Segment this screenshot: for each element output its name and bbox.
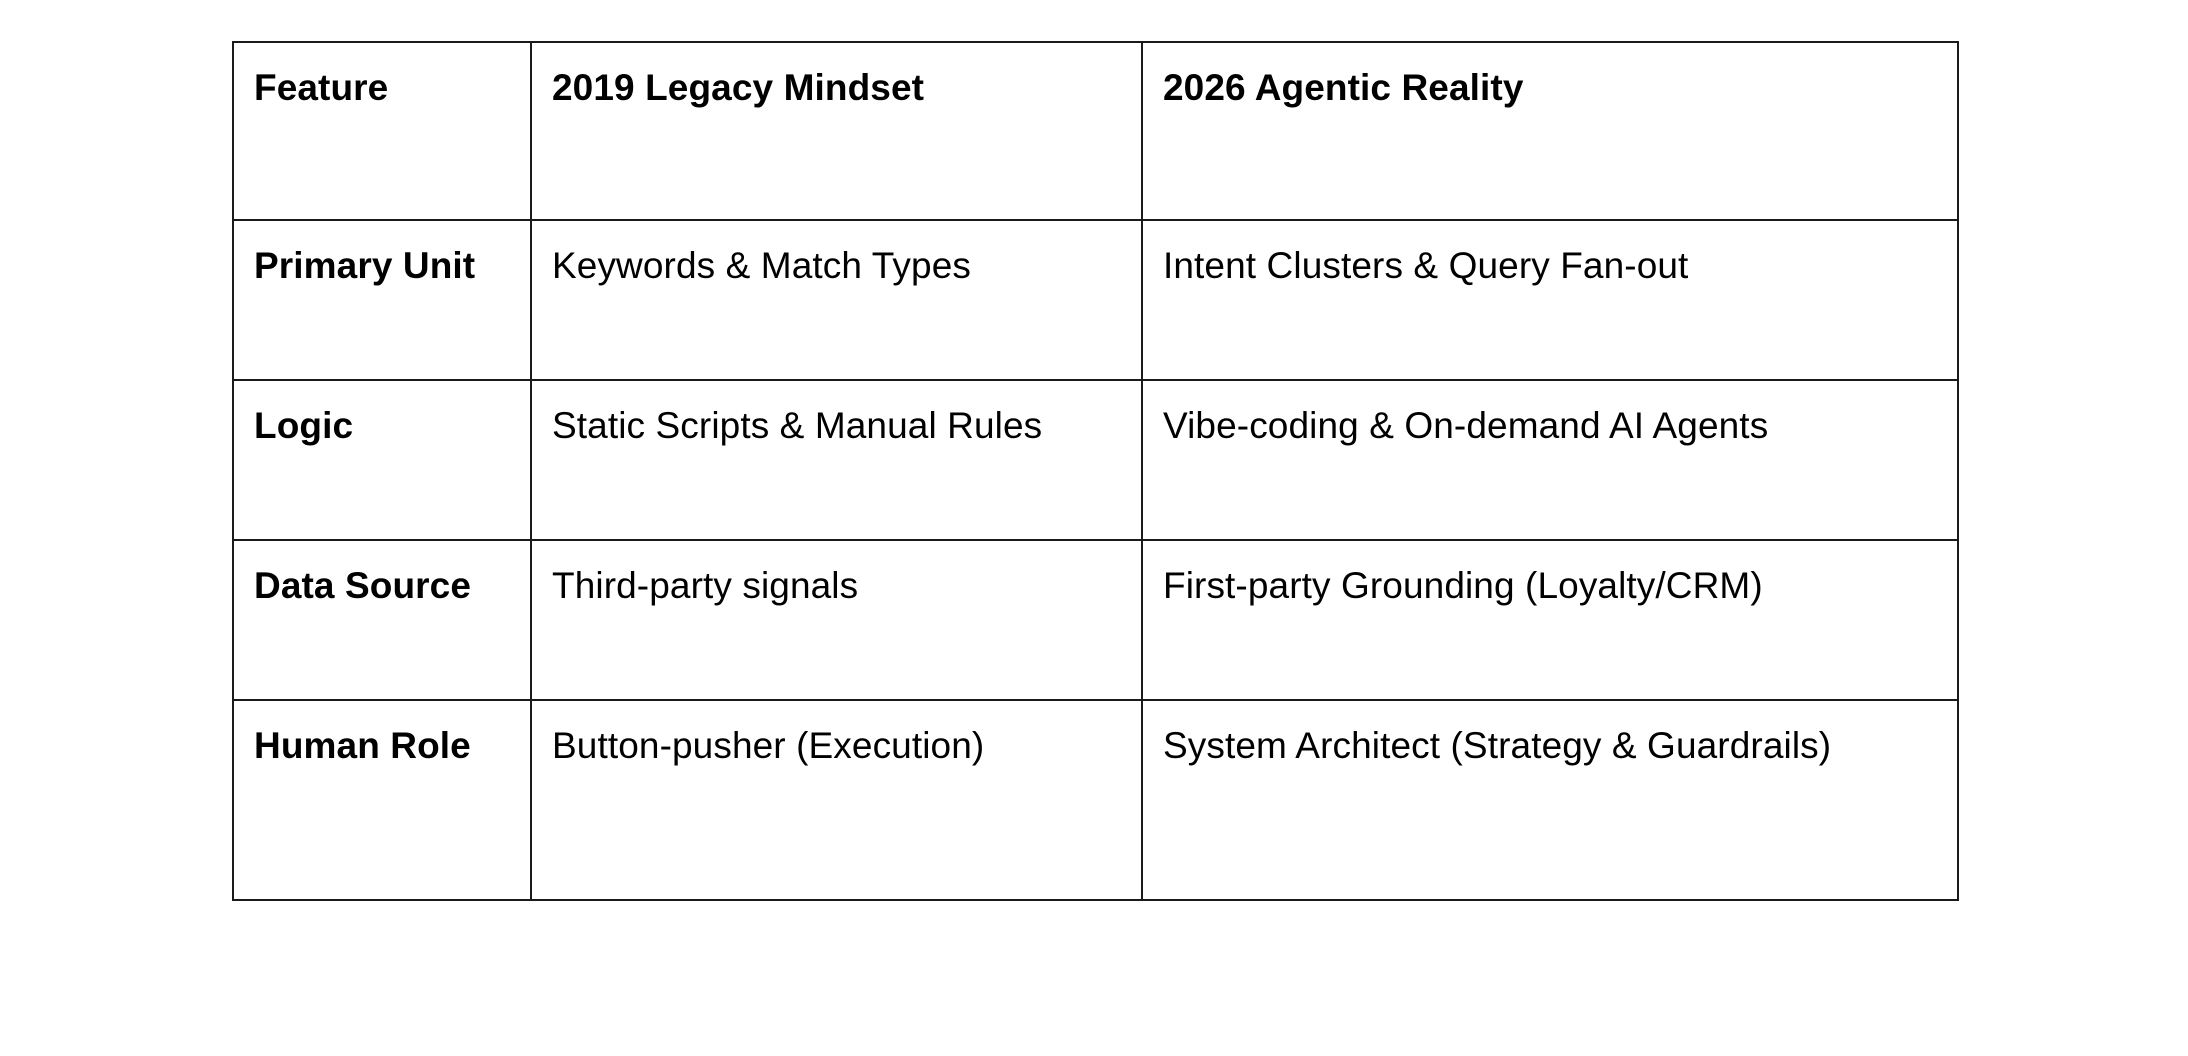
cell-legacy-logic: [531, 380, 1142, 540]
table-row: [233, 380, 1958, 540]
column-header-agentic: [1142, 42, 1958, 220]
column-header-legacy: [531, 42, 1142, 220]
cell-agentic-human-role: [1142, 700, 1958, 900]
cell-text: Intent Clusters & Query Fan-out: [1163, 245, 1689, 286]
cell-text: Primary Unit: [254, 245, 476, 286]
comparison-table: [232, 41, 1959, 901]
column-header-legacy-label: 2019 Legacy Mindset: [552, 67, 925, 108]
cell-legacy-primary-unit: [531, 220, 1142, 380]
table-header-row: [233, 42, 1958, 220]
cell-text: First-party Grounding (Loyalty/CRM): [1163, 565, 1763, 606]
cell-legacy-data-source: [531, 540, 1142, 700]
cell-text: Keywords & Match Types: [552, 245, 971, 286]
row-label-human-role: [233, 700, 531, 900]
cell-text: Static Scripts & Manual Rules: [552, 405, 1043, 446]
row-label-data-source: [233, 540, 531, 700]
cell-text: Human Role: [254, 725, 471, 766]
column-header-feature-label: Feature: [254, 67, 389, 108]
cell-legacy-human-role: [531, 700, 1142, 900]
cell-text: Data Source: [254, 565, 472, 606]
column-header-agentic-label: 2026 Agentic Reality: [1163, 67, 1524, 108]
column-header-feature: [233, 42, 531, 220]
cell-text: Third-party signals: [552, 565, 859, 606]
cell-text: Logic: [254, 405, 354, 446]
cell-text: System Architect (Strategy & Guardrails): [1163, 725, 1832, 766]
cell-agentic-logic: [1142, 380, 1958, 540]
table-row: [233, 700, 1958, 900]
cell-agentic-primary-unit: [1142, 220, 1958, 380]
cell-text: Button-pusher (Execution): [552, 725, 985, 766]
comparison-table-container: [232, 41, 1957, 901]
row-label-primary-unit: [233, 220, 531, 380]
cell-agentic-data-source: [1142, 540, 1958, 700]
table-row: [233, 220, 1958, 380]
table-row: [233, 540, 1958, 700]
cell-text: Vibe-coding & On-demand AI Agents: [1163, 405, 1769, 446]
row-label-logic: [233, 380, 531, 540]
